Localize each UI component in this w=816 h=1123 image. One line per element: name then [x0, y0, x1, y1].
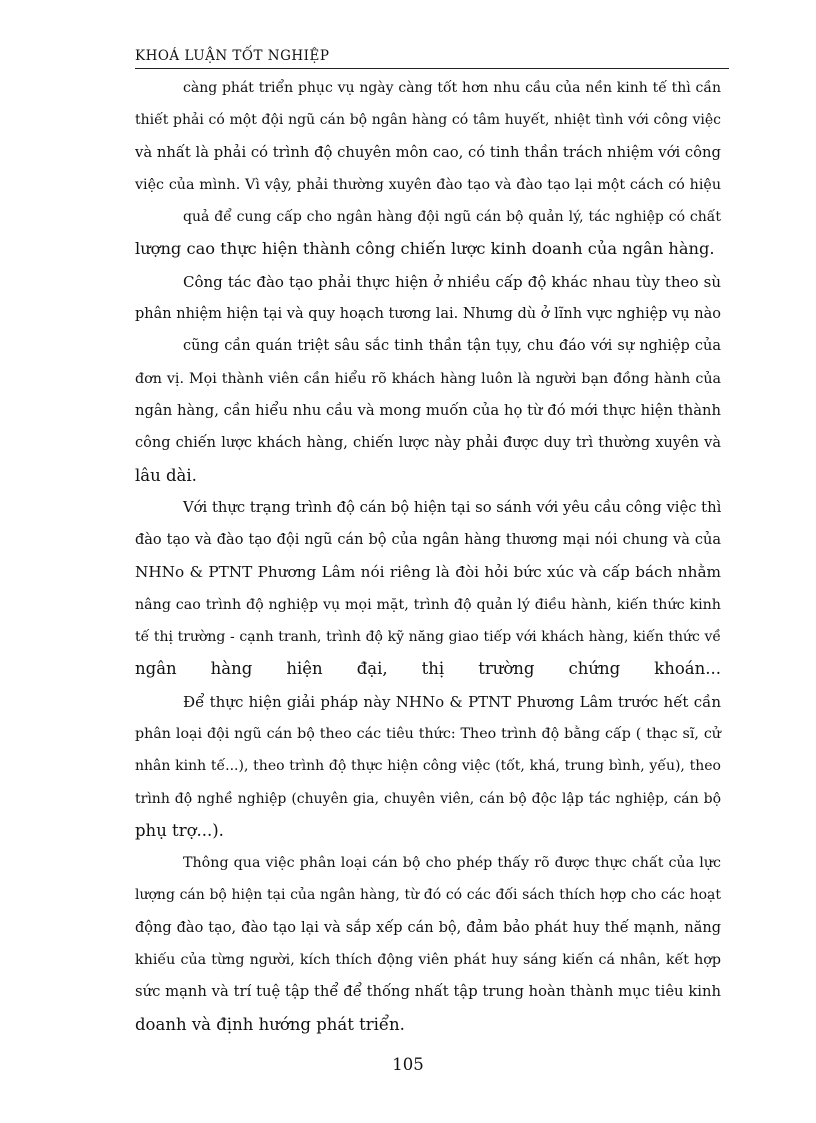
text-line: động đào tạo, đào tạo lại và sắp xếp cán bộ, đảm bảo phát huy thế mạnh, năng [135, 919, 721, 936]
text-line: phụ trợ...). [135, 820, 224, 840]
text-line: cũng cần quán triệt sâu sắc tinh thần tận tụy, chu đáo với sự nghiệp của [183, 338, 721, 355]
text-line: việc của mình. Vì vậy, phải thường xuyên đào tạo và đào tạo lại một cách có hiệu [135, 176, 721, 193]
text-line: phân loại đội ngũ cán bộ theo các tiêu thức: Theo trình độ bằng cấp ( thạc sĩ, cử [135, 725, 721, 742]
text-line: Công tác đào tạo phải thực hiện ở nhiều cấp độ khác nhau tùy theo sù [183, 272, 721, 291]
text-line: phân nhiệm hiện tại và quy hoạch tương lai. Nhưng dù ở lĩnh vực nghiệp vụ nào [135, 306, 721, 323]
text-line: nâng cao trình độ nghiệp vụ mọi mặt, trình độ quản lý điều hành, kiến thức kinh [135, 596, 721, 613]
text-line: đơn vị. Mọi thành viên cần hiểu rõ khách hàng luôn là người bạn đồng hành của [135, 370, 721, 387]
text-line: lâu dài. [135, 465, 197, 485]
text-line: doanh và định hướng phát triển. [135, 1014, 405, 1034]
page-number: 105 [392, 1055, 424, 1074]
text-line: Thông qua việc phân loại cán bộ cho phép thấy rõ được thực chất của lực [183, 855, 721, 872]
text-line: thiết phải có một đội ngũ cán bộ ngân hàng có tâm huyết, nhiệt tình với công việc [135, 112, 721, 129]
text-line: khiếu của từng người, kích thích động viên phát huy sáng kiến cá nhân, kết hợp [135, 952, 721, 969]
text-line: trình độ nghề nghiệp (chuyên gia, chuyên viên, cán bộ độc lập tác nghiệp, cán bộ [135, 790, 721, 807]
text-line: lượng cán bộ hiện tại của ngân hàng, từ đó có các đối sách thích hợp cho các hoạt [135, 887, 721, 904]
text-line: sức mạnh và trí tuệ tập thể để thống nhất tập trung hoàn thành mục tiêu kinh [135, 983, 721, 1001]
header-title: KHOÁ LUẬN TỐT NGHIỆP [135, 48, 330, 64]
text-line: nhân kinh tế...), theo trình độ thực hiện công việc (tốt, khá, trung bình, yếu), theo [135, 758, 721, 775]
text-line: tế thị trường - cạnh tranh, trình độ kỹ năng giao tiếp với khách hàng, kiến thức về [135, 629, 721, 646]
text-line: ngân hàng, cần hiểu nhu cầu và mong muốn của họ từ đó mới thực hiện thành [135, 401, 721, 419]
text-line: ngân hàng hiện đại, thị trường chứng khoán... [135, 659, 721, 679]
text-line: càng phát triển phục vụ ngày càng tốt hơn nhu cầu của nền kinh tế thì cần [183, 80, 721, 96]
text-line: Với thực trạng trình độ cán bộ hiện tại so sánh với yêu cầu công việc thì [183, 498, 722, 516]
text-line: NHNo & PTNT Phương Lâm nói riêng là đòi hỏi bức xúc và cấp bách nhằm [135, 563, 721, 582]
text-line: và nhất là phải có trình độ chuyên môn cao, có tinh thần trách nhiệm với công [135, 143, 721, 161]
body-text [135, 72, 721, 1041]
text-line: lượng cao thực hiện thành công chiến lược kinh doanh của ngân hàng. [135, 239, 715, 259]
running-header [135, 48, 729, 69]
text-line: công chiến lược khách hàng, chiến lược này phải được duy trì thường xuyên và [135, 435, 721, 452]
text-line: quả để cung cấp cho ngân hàng đội ngũ cán bộ quản lý, tác nghiệp có chất [183, 209, 721, 226]
text-line: Để thực hiện giải pháp này NHNo & PTNT Phương Lâm trước hết cần [183, 692, 721, 711]
text-line: đào tạo và đào tạo đội ngũ cán bộ của ngân hàng thương mại nói chung và của [135, 532, 721, 549]
